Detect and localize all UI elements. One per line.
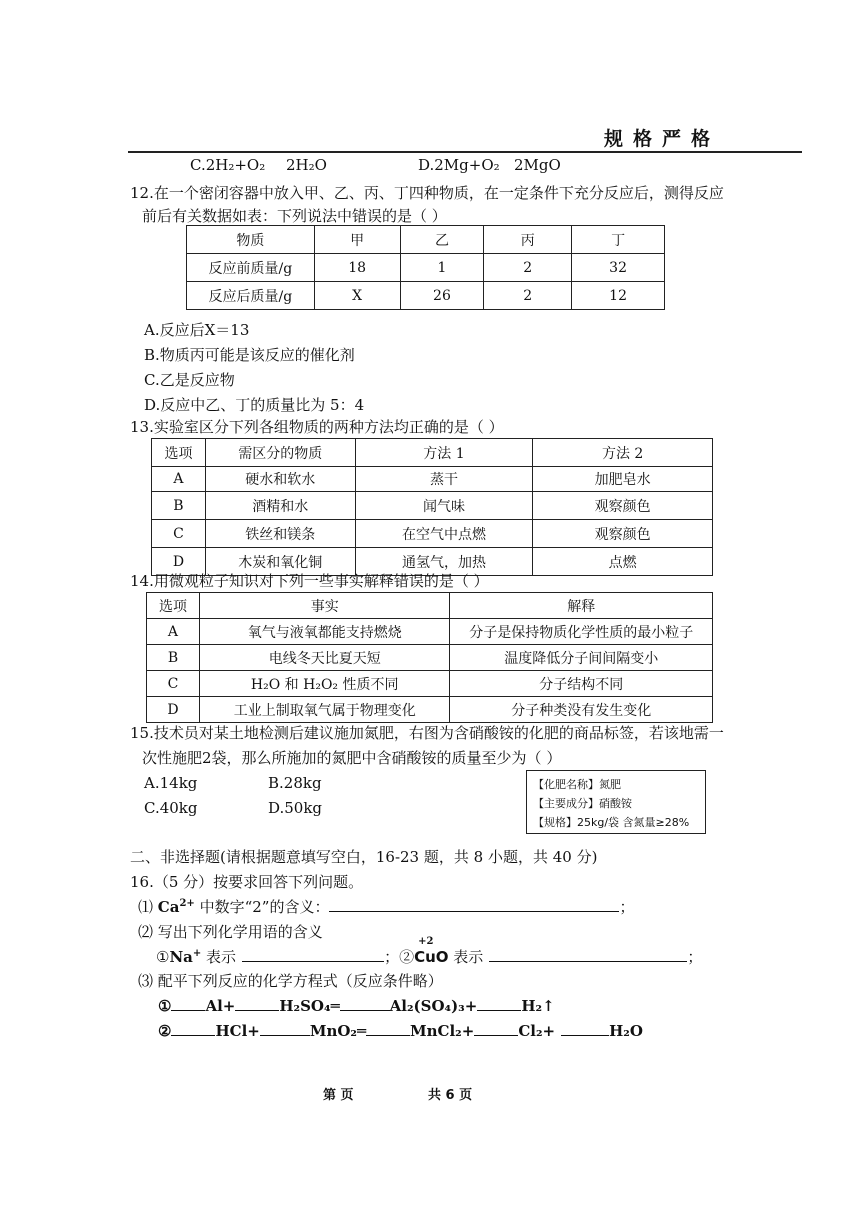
prev-option-d-product: 2MgO [514, 156, 561, 174]
coefficient-blank[interactable] [260, 1021, 310, 1036]
table-cell: 解释 [450, 593, 713, 619]
table-row [187, 226, 665, 254]
table-cell: 32 [572, 254, 665, 282]
footer-page: 第 页 [323, 1088, 354, 1103]
table-cell: 点燃 [533, 548, 713, 576]
part-number: ⑴ [138, 898, 158, 916]
table-cell: 方法 2 [533, 439, 713, 467]
table-cell: 观察颜色 [533, 520, 713, 548]
prev-option-d: D.2Mg+O₂ [418, 156, 500, 174]
table-cell: 选项 [147, 593, 200, 619]
q13-table [151, 438, 713, 576]
table-row [152, 467, 713, 492]
formula-ca: Ca [157, 898, 180, 916]
eq-term: Al+ [205, 997, 236, 1015]
table-cell: X [314, 282, 400, 310]
table-row [152, 439, 713, 467]
table-cell: 分子是保持物质化学性质的最小粒子 [450, 619, 713, 645]
eq-number: ① [158, 997, 172, 1015]
valence: +2 [418, 936, 434, 947]
table-cell: H₂O 和 H₂O₂ 性质不同 [199, 671, 450, 697]
answer-blank[interactable] [242, 947, 384, 962]
table-cell: A [152, 467, 206, 492]
table-cell: 通氢气，加热 [355, 548, 533, 576]
eq-term: H₂SO₄═ [279, 997, 340, 1015]
coefficient-blank[interactable] [474, 1021, 518, 1036]
eq-term: H₂O [609, 1022, 643, 1040]
prev-option-c: C.2H₂+O₂ [190, 156, 266, 174]
table-cell: C [147, 671, 200, 697]
formula-na: Na [169, 948, 193, 966]
q13-stem: 13.实验室区分下列各组物质的两种方法均正确的是（ ） [130, 418, 504, 436]
cuo-with-valence [414, 936, 449, 966]
coefficient-blank[interactable] [366, 1021, 410, 1036]
q15-stem-line1: 15.技术员对某土地检测后建议施加氮肥，右图为含硝酸铵的化肥的商品标签，若该地需一 [130, 724, 724, 742]
table-cell: 工业上制取氧气属于物理变化 [199, 697, 450, 723]
table-row [147, 697, 713, 723]
table-row [147, 671, 713, 697]
table-cell: A [147, 619, 200, 645]
q15-option-d: D.50kg [268, 799, 323, 817]
eq-term: Cl₂+ [518, 1022, 556, 1040]
table-cell: B [152, 492, 206, 520]
table-cell: 在空气中点燃 [355, 520, 533, 548]
table-cell: 选项 [152, 439, 206, 467]
table-cell: 反应前质量/g [187, 254, 315, 282]
table-cell: 1 [400, 254, 484, 282]
section2-title: 二、非选择题(请根据题意填写空白，16-23 题，共 8 小题，共 40 分) [130, 848, 598, 866]
table-row [147, 593, 713, 619]
q12-option-a: A.反应后X＝13 [144, 321, 250, 339]
table-cell: 反应后质量/g [187, 282, 315, 310]
q12-option-c: C.乙是反应物 [144, 371, 235, 389]
table-cell: D [147, 697, 200, 723]
table-row [147, 619, 713, 645]
answer-blank[interactable] [329, 897, 619, 912]
header-rule [128, 151, 802, 153]
answer-blank[interactable] [489, 947, 687, 962]
part-end: ； [687, 948, 703, 966]
table-cell: 木炭和氧化铜 [205, 548, 355, 576]
fertilizer-label [526, 770, 706, 834]
q16-part3: ⑶ 配平下列反应的化学方程式（反应条件略） [138, 972, 443, 990]
table-cell: 2 [484, 282, 572, 310]
table-cell: 事实 [199, 593, 450, 619]
table-cell: 2 [484, 254, 572, 282]
header-title: 规格严格 [604, 128, 721, 150]
q16-part2-items [156, 936, 703, 967]
footer-total: 共 6 页 [428, 1088, 473, 1103]
equation-1 [158, 996, 555, 1015]
table-row [187, 282, 665, 310]
q16-part1 [138, 896, 634, 917]
table-cell: 氧气与液氧都能支持燃烧 [199, 619, 450, 645]
table-row [187, 254, 665, 282]
item-text: 表示 [448, 948, 484, 966]
part-end: ； [619, 898, 635, 916]
item-number: ① [156, 948, 170, 966]
table-cell: 酒精和水 [205, 492, 355, 520]
table-cell: 方法 1 [355, 439, 533, 467]
q15-option-a: A.14kg [144, 774, 198, 792]
table-cell: 分子种类没有发生变化 [450, 697, 713, 723]
label-line: 【主要成分】硝酸铵 [533, 797, 632, 810]
coefficient-blank[interactable] [561, 1021, 609, 1036]
table-cell: 分子结构不同 [450, 671, 713, 697]
eq-number: ② [158, 1022, 172, 1040]
table-row [152, 492, 713, 520]
table-cell: 丁 [572, 226, 665, 254]
item-text: 表示 [201, 948, 237, 966]
table-cell: 硬水和软水 [205, 467, 355, 492]
eq-term: HCl+ [215, 1022, 260, 1040]
q12-table [186, 225, 665, 310]
table-cell: 26 [400, 282, 484, 310]
prev-option-c-product: 2H₂O [286, 156, 327, 174]
eq-term: MnCl₂+ [410, 1022, 475, 1040]
table-cell: 12 [572, 282, 665, 310]
table-cell: C [152, 520, 206, 548]
q16-stem: 16.（5 分）按要求回答下列问题。 [130, 873, 364, 891]
q12-stem-line2: 前后有关数据如表：下列说法中错误的是（ ） [142, 207, 447, 225]
coefficient-blank[interactable] [171, 996, 205, 1011]
table-row [147, 645, 713, 671]
table-cell: 蒸干 [355, 467, 533, 492]
table-row [152, 520, 713, 548]
q15-option-b: B.28kg [268, 774, 322, 792]
q15-stem-line2: 次性施肥2袋，那么所施加的氮肥中含硝酸铵的质量至少为（ ） [142, 749, 562, 767]
eq-term: Al₂(SO₄)₃+ [389, 997, 478, 1015]
eq-term: H₂↑ [521, 997, 555, 1015]
table-cell: 乙 [400, 226, 484, 254]
coefficient-blank[interactable] [477, 996, 521, 1011]
q12-stem-line1: 12.在一个密闭容器中放入甲、乙、丙、丁四种物质，在一定条件下充分反应后，测得反应 [130, 184, 724, 202]
separator: ；② [384, 948, 415, 966]
table-cell: 丙 [484, 226, 572, 254]
table-cell: 铁丝和镁条 [205, 520, 355, 548]
table-cell: 甲 [314, 226, 400, 254]
equation-2 [158, 1021, 643, 1040]
charge: 2+ [179, 898, 195, 909]
q14-stem: 14.用微观粒子知识对下列一些事实解释错误的是（ ） [130, 572, 489, 590]
charge: + [192, 948, 202, 959]
q14-table [146, 592, 713, 723]
q16-part2: ⑵ 写出下列化学用语的含义 [138, 923, 323, 941]
table-cell: 加肥皂水 [533, 467, 713, 492]
label-line: 【化肥名称】氮肥 [533, 778, 621, 791]
label-line: 【规格】25kg/袋 含氮量≥28% [533, 816, 690, 829]
table-cell: 电线冬天比夏天短 [199, 645, 450, 671]
q12-option-d: D.反应中乙、丁的质量比为 5：4 [144, 396, 365, 414]
table-cell: 物质 [187, 226, 315, 254]
table-cell: B [147, 645, 200, 671]
coefficient-blank[interactable] [340, 996, 390, 1011]
table-cell: 18 [314, 254, 400, 282]
table-cell: 观察颜色 [533, 492, 713, 520]
coefficient-blank[interactable] [235, 996, 279, 1011]
formula-cuo: CuO [414, 948, 449, 966]
q15-option-c: C.40kg [144, 799, 198, 817]
table-cell: 温度降低分子间间隔变小 [450, 645, 713, 671]
table-cell: 闻气味 [355, 492, 533, 520]
part-text: 中数字“2”的含义： [194, 898, 330, 916]
coefficient-blank[interactable] [171, 1021, 215, 1036]
q12-option-b: B.物质丙可能是该反应的催化剂 [144, 346, 355, 364]
table-cell: 需区分的物质 [205, 439, 355, 467]
eq-term: MnO₂═ [309, 1022, 367, 1040]
table-cell: D [152, 548, 206, 576]
